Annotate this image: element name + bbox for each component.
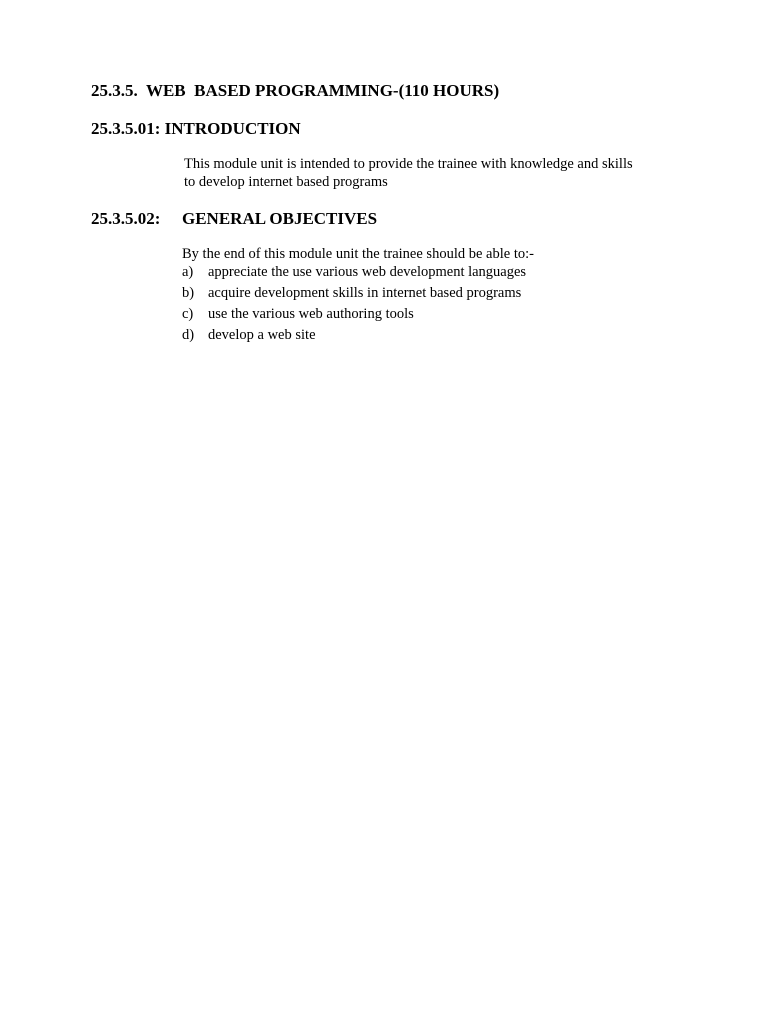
list-item: [182, 326, 526, 347]
list-item: [182, 263, 526, 284]
list-item-text: acquire development skills in internet based programs: [208, 285, 522, 301]
list-item: [182, 305, 526, 326]
section-title: 25.3.5. WEB BASED PROGRAMMING-(110 HOURS): [91, 81, 500, 100]
list-item-text: develop a web site: [208, 327, 316, 343]
objectives-lead-text: By the end of this module unit the trainee should be able to:-: [182, 246, 534, 262]
list-item-text: use the various web authoring tools: [208, 306, 414, 322]
list-marker: c): [182, 306, 194, 322]
objectives-heading: GENERAL OBJECTIVES: [182, 209, 378, 228]
introduction-line: This module unit is intended to provide the trainee with knowledge and skills: [184, 156, 633, 172]
list-marker: b): [182, 285, 195, 301]
list-marker: d): [182, 327, 195, 343]
list-marker: a): [182, 264, 194, 280]
introduction-paragraph: [184, 156, 684, 191]
objectives-heading-number: 25.3.5.02:: [91, 209, 161, 228]
list-item-text: appreciate the use various web development languages: [208, 264, 527, 280]
list-item: [182, 284, 526, 305]
introduction-line: to develop internet based programs: [184, 173, 388, 190]
objectives-list: [182, 263, 526, 347]
introduction-heading: 25.3.5.01: INTRODUCTION: [91, 119, 301, 138]
